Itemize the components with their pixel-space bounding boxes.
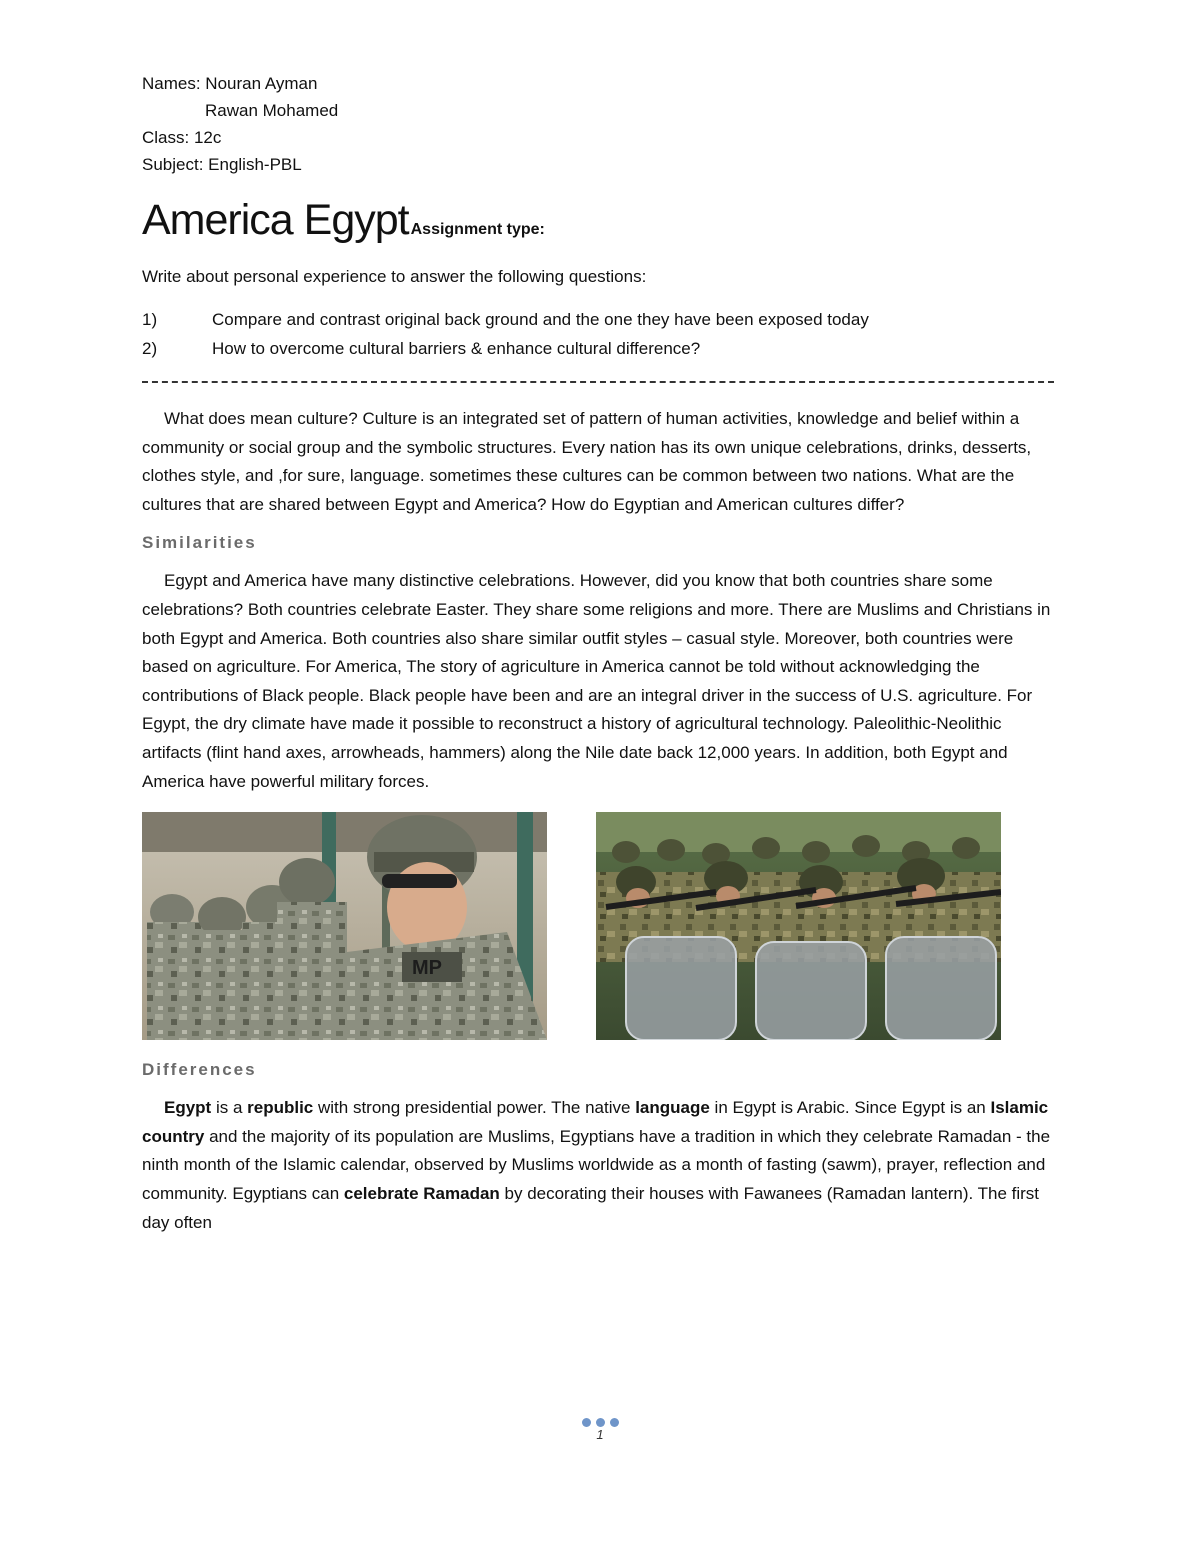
- keyword-egypt: Egypt: [164, 1098, 212, 1118]
- question-text: How to overcome cultural barriers & enhance cultural difference?: [212, 339, 701, 358]
- names-line: Names: Nouran Ayman: [142, 74, 318, 93]
- military-images: [142, 812, 1060, 1042]
- keyword-republic: republic: [247, 1098, 314, 1118]
- page-number: 1: [596, 1427, 604, 1442]
- questions-list: [142, 305, 1060, 363]
- footer-dot: [610, 1418, 619, 1427]
- keyword-islamic-country: Islamic country: [142, 1098, 1049, 1146]
- question-item: [142, 305, 1060, 334]
- page-footer: [0, 1418, 1200, 1442]
- second-name-line: Rawan Mohamed: [205, 101, 339, 120]
- class-line: Class: 12c: [142, 128, 222, 147]
- egyptian-soldiers-photo: [596, 812, 1001, 1040]
- differences-paragraph: [142, 1094, 1060, 1237]
- intro-paragraph: What does mean culture? Culture is an integrated set of pattern of human activities, knowledge and belief within a community or social group and the symbolic structures. Every nation has its own unique celebrations, drinks, desserts, clothes style, and ,for sure, language. sometimes these cultures can be common between two nations. What are the cultures that are shared between Egypt and America? How do Egyptian and American cultures differ?: [142, 409, 1032, 514]
- subject-line: Subject: English-PBL: [142, 155, 302, 174]
- keyword-language: language: [635, 1098, 710, 1118]
- mp-badge: MP: [412, 957, 442, 980]
- american-soldiers-photo: [142, 812, 547, 1040]
- question-item: [142, 334, 1060, 363]
- document-title: America Egypt: [142, 196, 409, 244]
- page-content: [142, 70, 1060, 1237]
- similarities-paragraph: Egypt and America have many distinctive celebrations. However, did you know that both countries share some celebrations? Both countries celebrate Easter. They share some religions and more. There are Muslims and Christians in both Egypt and America. Both countries also share similar outfit styles – casual style. Moreover, both countries were based on agriculture. For America, The story of agriculture in America cannot be told without acknowledging the contributions of Black people. Black people have been and are an integral driver in the success of U.S. agriculture. For Egypt, the dry climate have made it possible to reconstruct a history of agricultural technology. Paleolithic-Neolithic artifacts (flint hand axes, arrowheads, hammers) along the Nile date back 12,000 years. In addition, both Egypt and America have powerful military forces.: [142, 571, 1051, 791]
- title-row: [142, 196, 1060, 245]
- differences-text: is a: [211, 1098, 248, 1118]
- question-text: Compare and contrast original back ground and the one they have been exposed today: [212, 310, 869, 329]
- differences-text: with strong presidential power. The native: [313, 1098, 636, 1118]
- assignment-type-label: Assignment type:: [410, 221, 545, 238]
- differences-text: and the majority of its population are Muslims, Egyptians have a tradition in which they celebrate Ramadan - the ninth month of the Islamic calendar, observed by Muslims worldwide as a month of fasting (sawm), prayer, reflection and community. Egyptians can: [142, 1126, 1051, 1203]
- footer-dot: [582, 1418, 591, 1427]
- instructions-intro: Write about personal experience to answer the following questions:: [142, 267, 647, 286]
- keyword-celebrate-ramadan: celebrate Ramadan: [343, 1183, 500, 1203]
- differences-text: by decorating their houses with Fawanees (Ramadan lantern). The first day often: [142, 1183, 1040, 1232]
- differences-text: in Egypt is Arabic. Since Egypt is an: [709, 1098, 991, 1118]
- question-number: 2): [142, 339, 158, 358]
- differences-heading: Differences: [142, 1060, 257, 1080]
- footer-dots: [0, 1418, 1200, 1427]
- footer-dot: [596, 1418, 605, 1427]
- dashed-divider: [142, 381, 1054, 383]
- similarities-heading: Similarities: [142, 533, 257, 553]
- question-number: 1): [142, 310, 158, 329]
